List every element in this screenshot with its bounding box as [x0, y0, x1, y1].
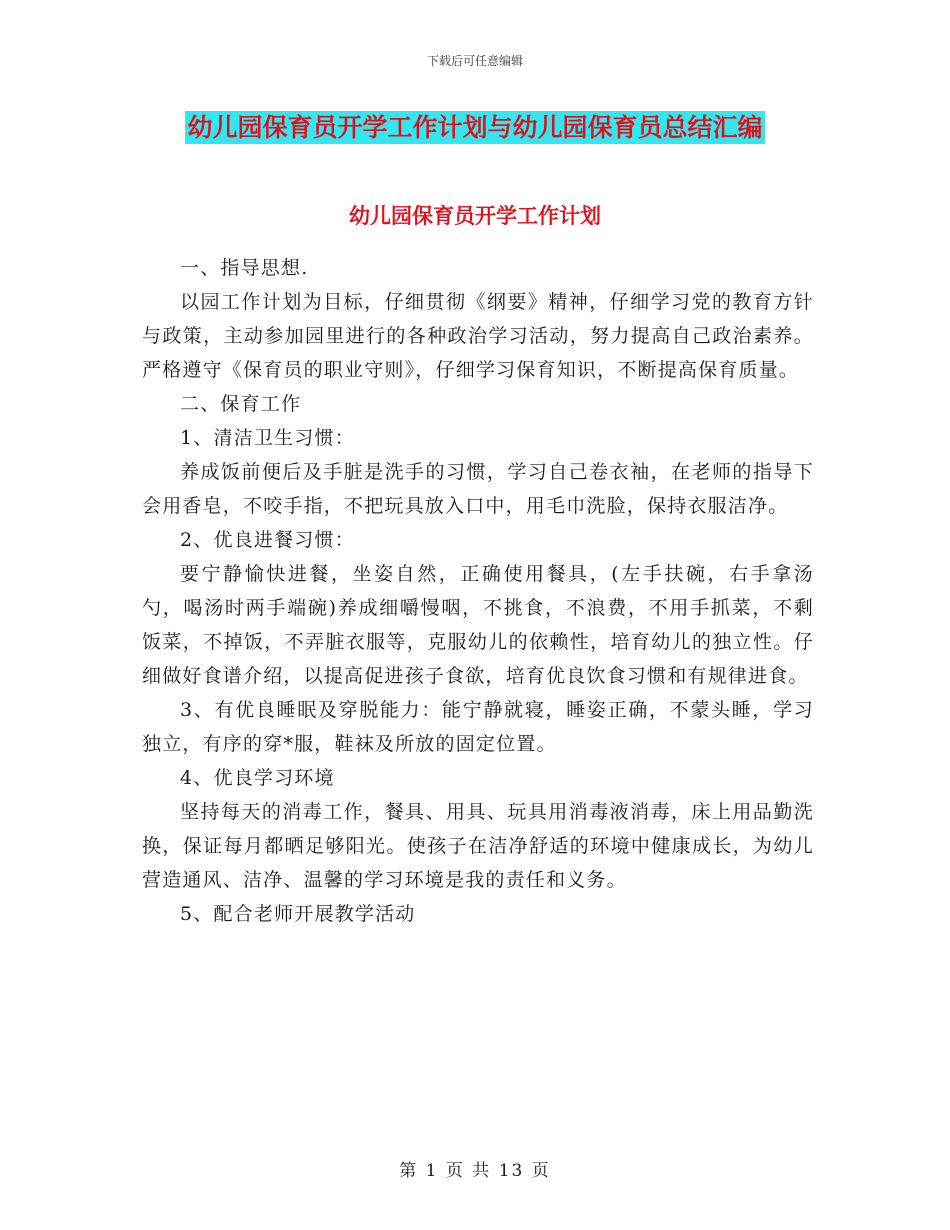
- document-body: [142, 251, 814, 931]
- heading-guiding-ideology: 一、指导思想.: [180, 257, 309, 279]
- heading-teaching-cooperation: 5、配合老师开展教学活动: [180, 903, 416, 925]
- heading-eating-habits: 2、优良进餐习惯：: [180, 529, 355, 551]
- page-header-note: 下载后可任意编辑: [426, 54, 523, 68]
- paragraph-sleep-dressing: 3、有优良睡眠及穿脱能力：能宁静就寝，睡姿正确，不蒙头睡，学习独立，有序的穿*服，鞋袜及所放的固定位置。: [142, 699, 814, 755]
- paragraph-guiding-ideology: 以园工作计划为目标，仔细贯彻《纲要》精神，仔细学习党的教育方针与政策，主动参加园里进行的各种政治学习活动，努力提高自己政治素养。严格遵守《保育员的职业守则》，仔细学习保育知识，不断提高保育质量。: [142, 291, 814, 381]
- paragraph-hygiene-habits: 养成饭前便后及手脏是洗手的习惯，学习自己卷衣袖，在老师的指导下会用香皂，不咬手指，不把玩具放入口中，用毛巾洗脸，保持衣服洁净。: [142, 461, 814, 517]
- heading-hygiene-habits: 1、清洁卫生习惯：: [180, 427, 355, 449]
- paragraph-eating-habits: 要宁静愉快进餐，坐姿自然，正确使用餐具，(左手扶碗，右手拿汤勺，喝汤时两手端碗)养成细嚼慢咽，不挑食，不浪费，不用手抓菜，不剩饭菜，不掉饭，不弄脏衣服等，克服幼儿的依赖性，培育幼儿的独立性。仔细做好食谱介绍，以提高促进孩子食欲，培育优良饮食习惯和有规律进食。: [142, 563, 814, 687]
- heading-care-work: 二、保育工作: [180, 393, 302, 415]
- page-footer: 第 1 页 共 13 页: [399, 1161, 551, 1181]
- heading-learning-environment: 4、优良学习环境: [180, 767, 335, 789]
- document-title: [0, 110, 950, 149]
- paragraph-learning-environment: 坚持每天的消毒工作，餐具、用具、玩具用消毒液消毒，床上用品勤洗换，保证每月都晒足够阳光。使孩子在洁净舒适的环境中健康成长，为幼儿营造通风、洁净、温馨的学习环境是我的责任和义务。: [142, 801, 814, 891]
- section-title: 幼儿园保育员开学工作计划: [349, 204, 601, 228]
- document-title-text: 幼儿园保育员开学工作计划与幼儿园保育员总结汇编: [187, 113, 763, 142]
